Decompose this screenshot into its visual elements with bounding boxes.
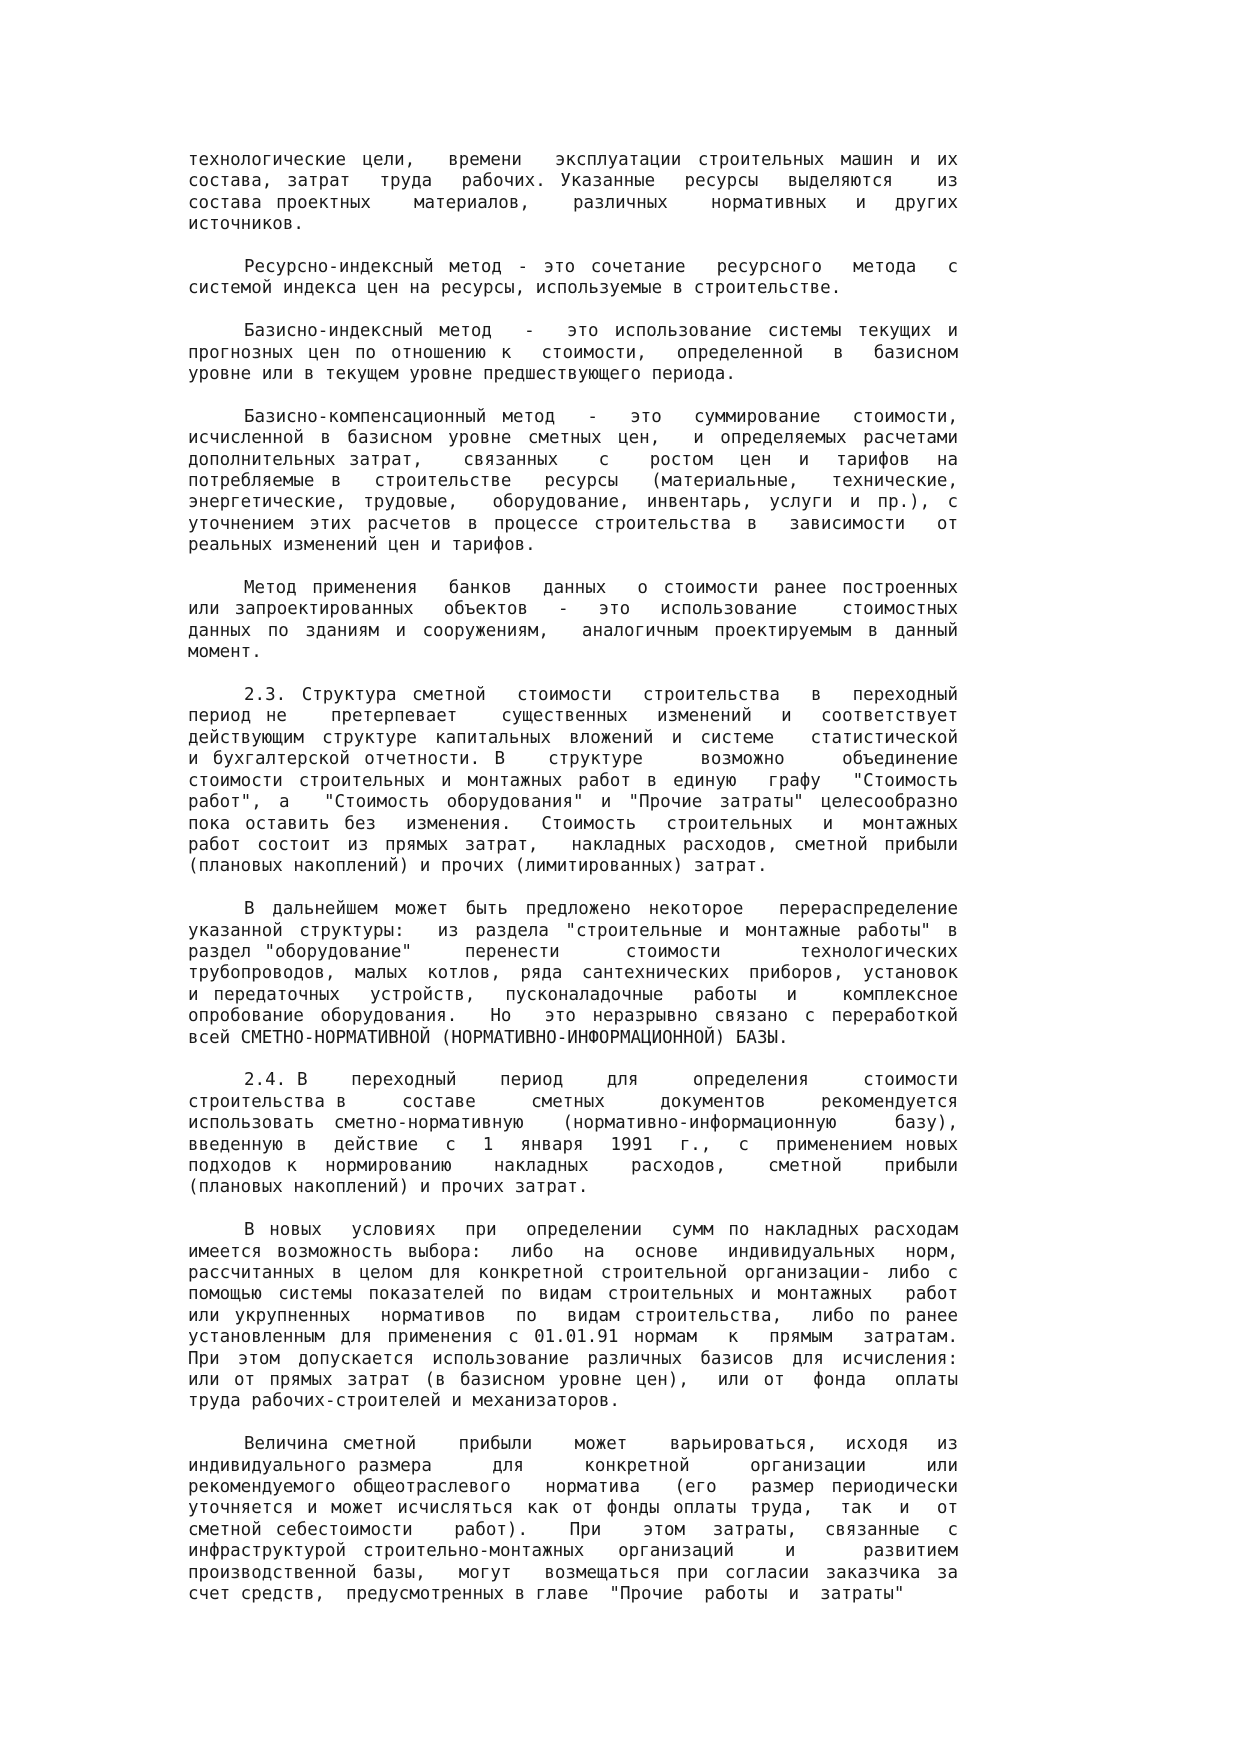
text-line: Метод применения банков данных о стоимости ранее построенных <box>244 578 958 599</box>
text-line: данных по зданиям и сооружениям, аналогичным проектируемым в данный <box>188 620 958 641</box>
text-line: Базисно-компенсационный метод - это суммирование стоимости, <box>244 406 958 427</box>
text-line: (плановых накоплений) и прочих (лимитированных) затрат. <box>188 856 768 877</box>
text-line: При этом допускается использование различных базисов для исчисления: <box>188 1348 958 1369</box>
text-line: Ресурсно-индексный метод - это сочетание ресурсного метода с <box>244 257 958 278</box>
text-line: или запроектированных объектов - это использование стоимостных <box>188 599 958 620</box>
text-line: введенную в действие с 1 января 1991 г., с применением новых <box>188 1134 958 1155</box>
text-line: раздел "оборудование" перенести стоимости технологических <box>188 941 958 962</box>
text-line: строительства в составе сметных документов рекомендуется <box>188 1091 958 1112</box>
text-line: или укрупненных нормативов по видам строительства, либо по ранее <box>188 1305 958 1326</box>
text-line: указанной структуры: из раздела "строительные и монтажные работы" в <box>188 920 958 941</box>
text-line: состава, затрат труда рабочих. Указанные ресурсы выделяются из <box>188 171 958 192</box>
text-line: реальных изменений цен и тарифов. <box>188 535 536 556</box>
text-line: дополнительных затрат, связанных с ростом цен и тарифов на <box>188 449 958 470</box>
text-line: системой индекса цен на ресурсы, используемые в строительстве. <box>188 278 842 299</box>
text-line: рассчитанных в целом для конкретной строительной организации- либо с <box>188 1263 958 1283</box>
text-line: и бухгалтерской отчетности. В структуре возможно объединение <box>188 749 958 770</box>
text-line: и передаточных устройств, пусконаладочные работы и комплексное <box>188 984 958 1005</box>
text-line: пока оставить без изменения. Стоимость строительных и монтажных <box>188 813 958 834</box>
text-line: уточнением этих расчетов в процессе строительства в зависимости от <box>188 513 958 534</box>
text-line: счет средств, предусмотренных в главе "Прочие работы и затраты" <box>188 1584 905 1605</box>
paragraph <box>188 1434 958 1605</box>
text-line: производственной базы, могут возмещаться при согласии заказчика за <box>188 1562 958 1583</box>
paragraph <box>188 1220 958 1413</box>
text-line: исчисленной в базисном уровне сметных цен, и определяемых расчетами <box>188 428 958 449</box>
text-line: источников. <box>188 214 304 235</box>
text-line: период не претерпевает существенных изменений и соответствует <box>188 706 958 727</box>
paragraph <box>188 899 958 1049</box>
text-line: момент. <box>188 642 262 663</box>
paragraph <box>188 1070 958 1198</box>
document-page <box>188 150 958 1627</box>
text-line: подходов к нормированию накладных расходов, сметной прибыли <box>188 1155 958 1176</box>
text-line: или от прямых затрат (в базисном уровне цен), или от фонда оплаты <box>188 1370 958 1391</box>
text-line: имеется возможность выбора: либо на основе индивидуальных норм, <box>188 1241 958 1262</box>
text-line: (плановых накоплений) и прочих затрат. <box>188 1177 589 1198</box>
text-line: 2.4. В переходный период для определения стоимости <box>244 1070 958 1091</box>
text-line: опробование оборудования. Но это неразрывно связано с переработкой <box>188 1006 958 1027</box>
text-line: инфраструктурой строительно-монтажных организаций и развитием <box>188 1541 958 1562</box>
text-line: работ", а "Стоимость оборудования" и "Прочие затраты" целесообразно <box>188 792 958 813</box>
text-line: прогнозных цен по отношению к стоимости, определенной в базисном <box>188 342 958 363</box>
paragraph <box>188 150 958 236</box>
text-line: стоимости строительных и монтажных работ в единую графу "Стоимость <box>188 770 958 791</box>
text-line: 2.3. Структура сметной стоимости строительства в переходный <box>244 685 958 706</box>
text-line: сметной себестоимости работ). При этом затраты, связанные с <box>188 1519 958 1540</box>
text-line: В новых условиях при определении сумм по накладных расходам <box>244 1220 958 1241</box>
text-line: установленным для применения с 01.01.91 нормам к прямым затратам. <box>188 1327 958 1348</box>
paragraph <box>188 257 958 300</box>
text-line: трубопроводов, малых котлов, ряда сантехнических приборов, установок <box>188 963 958 984</box>
paragraph <box>188 578 958 664</box>
text-line: энергетические, трудовые, оборудование, инвентарь, услуги и пр.), с <box>188 492 958 513</box>
text-line: Величина сметной прибыли может варьироваться, исходя из <box>244 1434 958 1455</box>
text-line: работ состоит из прямых затрат, накладных расходов, сметной прибыли <box>188 834 958 855</box>
text-line: рекомендуемого общеотраслевого норматива (его размер периодически <box>188 1477 958 1498</box>
text-line: индивидуального размера для конкретной организации или <box>188 1455 958 1476</box>
text-line: В дальнейшем может быть предложено некоторое перераспределение <box>244 899 958 920</box>
text-line: использовать сметно-нормативную (нормативно-информационную базу), <box>188 1113 958 1134</box>
text-line: всей СМЕТНО-НОРМАТИВНОЙ (НОРМАТИВНО-ИНФОРМАЦИОННОЙ) БАЗЫ. <box>188 1027 789 1048</box>
text-line: технологические цели, времени эксплуатации строительных машин и их <box>188 150 958 170</box>
text-line: действующим структуре капитальных вложений и системе статистической <box>188 727 958 748</box>
text-line: потребляемые в строительстве ресурсы (материальные, технические, <box>188 471 958 492</box>
text-line: уточняется и может исчисляться как от фонды оплаты труда, так и от <box>188 1498 958 1519</box>
text-line: помощью системы показателей по видам строительных и монтажных работ <box>188 1284 958 1305</box>
paragraph <box>188 321 958 385</box>
text-line: Базисно-индексный метод - это использование системы текущих и <box>244 321 958 342</box>
paragraph <box>188 407 958 557</box>
text-line: труда рабочих-строителей и механизаторов. <box>188 1391 620 1412</box>
paragraph <box>188 685 958 878</box>
text-line: уровне или в текущем уровне предшествующего периода. <box>188 364 736 385</box>
text-line: состава проектных материалов, различных нормативных и других <box>188 192 958 213</box>
